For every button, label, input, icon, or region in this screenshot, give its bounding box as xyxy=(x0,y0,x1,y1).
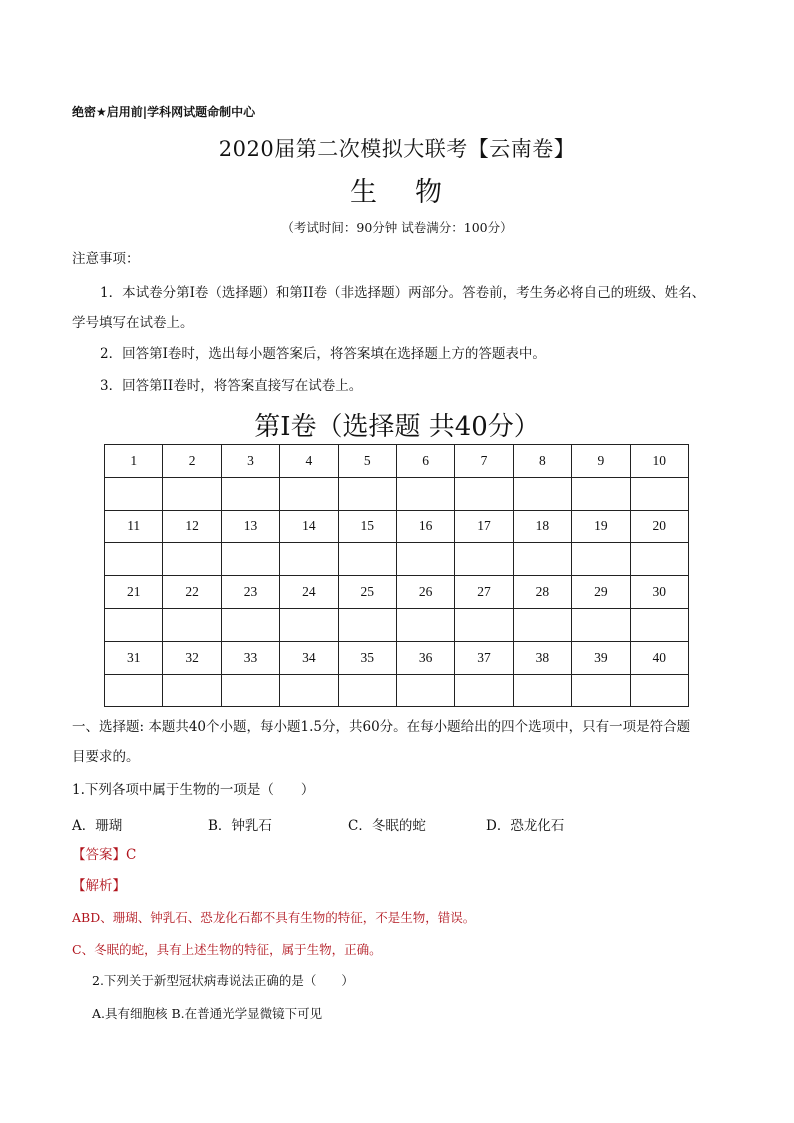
answer-cell[interactable] xyxy=(338,543,396,576)
answer-cell[interactable] xyxy=(630,477,688,510)
q1-answer: 【答案】C xyxy=(72,847,137,863)
answer-cell[interactable] xyxy=(105,674,163,707)
question-number-cell: 38 xyxy=(513,641,571,674)
question-number-cell: 32 xyxy=(163,641,221,674)
q2-stem: 2.下列关于新型冠状病毒说法正确的是（ ） xyxy=(92,973,354,988)
answer-cell[interactable] xyxy=(338,477,396,510)
answer-cell[interactable] xyxy=(513,477,571,510)
question-number-cell: 14 xyxy=(280,510,338,543)
answer-cell[interactable] xyxy=(221,543,279,576)
question-number-cell: 6 xyxy=(396,445,454,478)
answer-cell[interactable] xyxy=(572,608,630,641)
q1-analysis-line-1: ABD、珊瑚、钟乳石、恐龙化石都不具有生物的特征，不是生物，错误。 xyxy=(72,910,476,925)
answer-cell[interactable] xyxy=(572,477,630,510)
answer-table-number-row xyxy=(105,445,689,478)
question-number-cell: 15 xyxy=(338,510,396,543)
answer-table-answer-row xyxy=(105,674,689,707)
answer-cell[interactable] xyxy=(338,608,396,641)
answer-cell[interactable] xyxy=(163,477,221,510)
question-number-cell: 25 xyxy=(338,576,396,609)
q1-analysis-line-2: C、冬眠的蛇，具有上述生物的特征，属于生物，正确。 xyxy=(72,942,382,957)
part1-intro-line-2: 目要求的。 xyxy=(72,749,140,765)
subject-char-1: 生 xyxy=(350,177,379,208)
exam-info: （考试时间：90分钟 试卷满分：100分） xyxy=(281,220,513,235)
question-number-cell: 13 xyxy=(221,510,279,543)
answer-table-answer-row xyxy=(105,543,689,576)
answer-cell[interactable] xyxy=(163,543,221,576)
notice-item-3: 3．回答第II卷时，将答案直接写在试卷上。 xyxy=(100,378,363,394)
secret-label: 绝密★启用前|学科网试题命制中心 xyxy=(72,105,256,119)
answer-cell[interactable] xyxy=(513,543,571,576)
question-number-cell: 34 xyxy=(280,641,338,674)
question-number-cell: 40 xyxy=(630,641,688,674)
answer-cell[interactable] xyxy=(163,674,221,707)
answer-cell[interactable] xyxy=(396,477,454,510)
answer-cell[interactable] xyxy=(396,608,454,641)
answer-table-answer-row xyxy=(105,608,689,641)
question-number-cell: 7 xyxy=(455,445,513,478)
q2-options: A.具有细胞核 B.在普通光学显微镜下可见 xyxy=(92,1006,323,1021)
q1-option-c: C．冬眠的蛇 xyxy=(348,818,426,834)
question-number-cell: 18 xyxy=(513,510,571,543)
answer-cell[interactable] xyxy=(105,608,163,641)
answer-cell[interactable] xyxy=(455,477,513,510)
answer-cell[interactable] xyxy=(630,543,688,576)
answer-cell[interactable] xyxy=(221,477,279,510)
question-number-cell: 23 xyxy=(221,576,279,609)
answer-cell[interactable] xyxy=(280,674,338,707)
question-number-cell: 27 xyxy=(455,576,513,609)
notice-item-2: 2．回答第I卷时，选出每小题答案后，将答案填在选择题上方的答题表中。 xyxy=(100,346,546,362)
question-number-cell: 31 xyxy=(105,641,163,674)
question-number-cell: 8 xyxy=(513,445,571,478)
exam-title: 2020届第二次模拟大联考【云南卷】 xyxy=(218,137,576,161)
answer-cell[interactable] xyxy=(280,608,338,641)
question-number-cell: 16 xyxy=(396,510,454,543)
notice-heading: 注意事项： xyxy=(72,251,140,267)
notice-item-1-line-2: 学号填写在试卷上。 xyxy=(72,315,194,331)
part1-intro-line-1: 一、选择题: 本题共40个小题，每小题1.5分，共60分。在每小题给出的四个选项中，只有一项是符合题 xyxy=(72,719,691,735)
subject-title xyxy=(0,170,794,209)
notice-item-1-line-1: 1．本试卷分第I卷（选择题）和第II卷（非选择题）两部分。答卷前，考生务必将自己的班级、姓名、 xyxy=(100,285,706,301)
question-number-cell: 11 xyxy=(105,510,163,543)
question-number-cell: 10 xyxy=(630,445,688,478)
question-number-cell: 12 xyxy=(163,510,221,543)
answer-table-number-row xyxy=(105,576,689,609)
answer-cell[interactable] xyxy=(221,674,279,707)
question-number-cell: 3 xyxy=(221,445,279,478)
question-number-cell: 5 xyxy=(338,445,396,478)
question-number-cell: 37 xyxy=(455,641,513,674)
question-number-cell: 21 xyxy=(105,576,163,609)
q1-analysis-label: 【解析】 xyxy=(72,878,126,894)
question-number-cell: 33 xyxy=(221,641,279,674)
question-number-cell: 29 xyxy=(572,576,630,609)
answer-table-number-row xyxy=(105,641,689,674)
question-number-cell: 1 xyxy=(105,445,163,478)
answer-cell[interactable] xyxy=(280,477,338,510)
answer-cell[interactable] xyxy=(163,608,221,641)
answer-cell[interactable] xyxy=(221,608,279,641)
question-number-cell: 26 xyxy=(396,576,454,609)
q1-stem: 1.下列各项中属于生物的一项是（ ） xyxy=(72,782,315,798)
question-number-cell: 35 xyxy=(338,641,396,674)
answer-table-number-row xyxy=(105,510,689,543)
q1-option-a: A．珊瑚 xyxy=(72,818,123,834)
answer-cell[interactable] xyxy=(513,608,571,641)
question-number-cell: 22 xyxy=(163,576,221,609)
answer-cell[interactable] xyxy=(455,608,513,641)
answer-cell[interactable] xyxy=(105,543,163,576)
q1-option-b: B．钟乳石 xyxy=(208,818,272,834)
answer-cell[interactable] xyxy=(396,674,454,707)
answer-cell[interactable] xyxy=(572,674,630,707)
answer-cell[interactable] xyxy=(396,543,454,576)
question-number-cell: 28 xyxy=(513,576,571,609)
answer-cell[interactable] xyxy=(630,608,688,641)
question-number-cell: 20 xyxy=(630,510,688,543)
answer-cell[interactable] xyxy=(513,674,571,707)
question-number-cell: 36 xyxy=(396,641,454,674)
answer-cell[interactable] xyxy=(280,543,338,576)
question-number-cell: 4 xyxy=(280,445,338,478)
answer-cell[interactable] xyxy=(455,543,513,576)
question-number-cell: 24 xyxy=(280,576,338,609)
answer-cell[interactable] xyxy=(455,674,513,707)
answer-table xyxy=(104,444,689,707)
answer-cell[interactable] xyxy=(572,543,630,576)
section-title: 第I卷（选择题 共40分） xyxy=(254,412,540,442)
question-number-cell: 19 xyxy=(572,510,630,543)
answer-cell[interactable] xyxy=(338,674,396,707)
answer-cell[interactable] xyxy=(105,477,163,510)
question-number-cell: 2 xyxy=(163,445,221,478)
q1-option-d: D．恐龙化石 xyxy=(486,818,565,834)
subject-char-2: 物 xyxy=(415,177,444,208)
question-number-cell: 17 xyxy=(455,510,513,543)
answer-table-answer-row xyxy=(105,477,689,510)
question-number-cell: 30 xyxy=(630,576,688,609)
question-number-cell: 39 xyxy=(572,641,630,674)
answer-cell[interactable] xyxy=(630,674,688,707)
question-number-cell: 9 xyxy=(572,445,630,478)
